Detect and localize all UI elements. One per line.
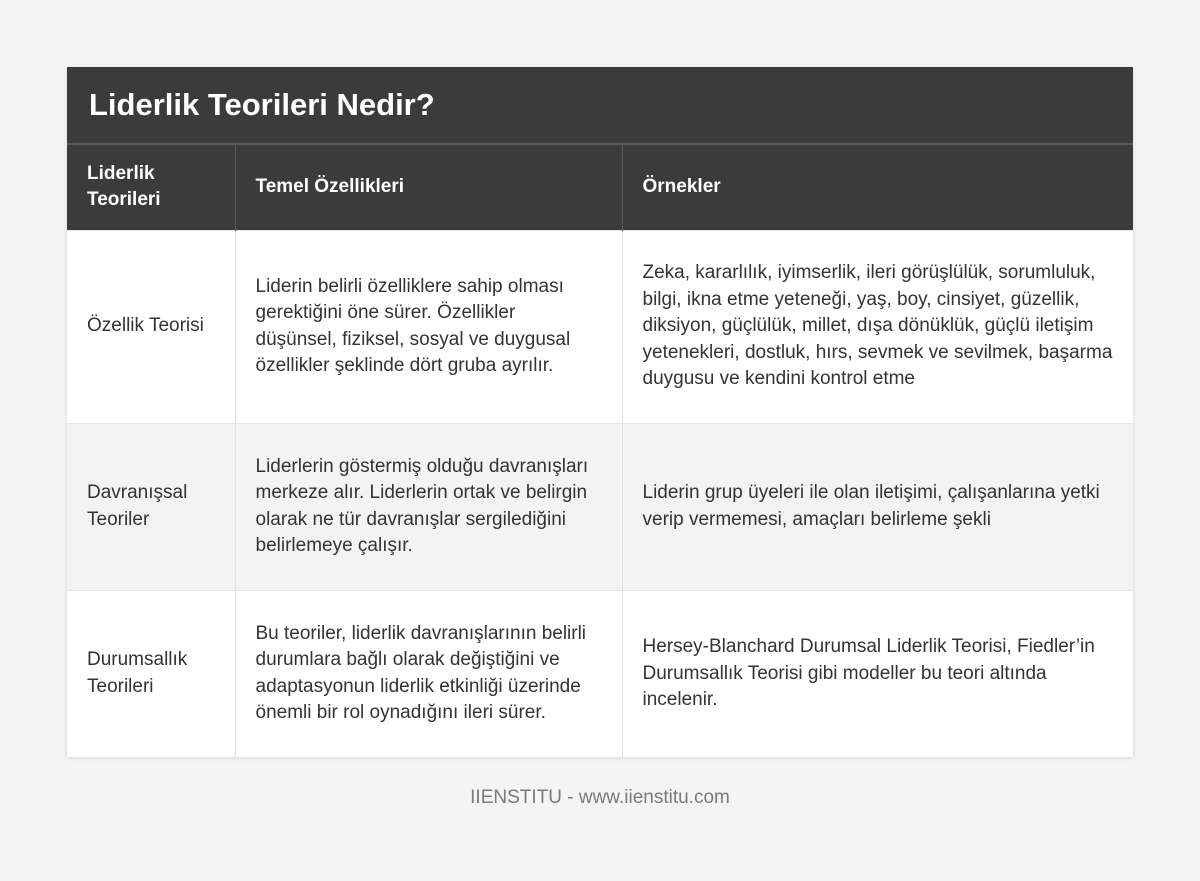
source-footer: IIENSTITU - www.iienstitu.com <box>470 787 730 808</box>
theory-name-cell: Durumsallık Teorileri <box>67 590 235 757</box>
column-header-theories: Liderlik Teorileri <box>67 144 235 230</box>
table-header-row <box>67 144 1133 230</box>
examples-cell: Zeka, kararlılık, iyimserlik, ileri görüşlülük, sorumluluk, bilgi, ikna etme yeteneği, yaş, boy, cinsiyet, güzellik, diksiyon, güçlülük, millet, dışa dönüklük, güçlü iletişim yetenekleri, dostluk, hırs, sevmek ve sevilmek, başarma duygusu ve kendini kontrol etme <box>622 230 1133 423</box>
table-row <box>67 590 1133 757</box>
table-row <box>67 230 1133 423</box>
column-header-features: Temel Özellikleri <box>235 144 622 230</box>
examples-cell: Hersey-Blanchard Durumsal Liderlik Teorisi, Fiedler’in Durumsallık Teorisi gibi modeller bu teori altında incelenir. <box>622 590 1133 757</box>
examples-cell: Liderin grup üyeleri ile olan iletişimi, çalışanlarına yetki verip vermemesi, amaçları belirleme şekli <box>622 423 1133 590</box>
leadership-theories-card <box>67 67 1133 757</box>
features-cell: Liderin belirli özelliklere sahip olması gerektiğini öne sürer. Özellikler düşünsel, fiziksel, sosyal ve duygusal özellikler şeklinde dört gruba ayrılır. <box>235 230 622 423</box>
table-row <box>67 423 1133 590</box>
features-cell: Bu teoriler, liderlik davranışlarının belirli durumlara bağlı olarak değiştiğini ve adaptasyonun liderlik etkinliği üzerinde önemli bir rol oynadığını ileri sürer. <box>235 590 622 757</box>
column-header-examples: Örnekler <box>622 144 1133 230</box>
theories-table <box>67 143 1133 757</box>
features-cell: Liderlerin göstermiş olduğu davranışları merkeze alır. Liderlerin ortak ve belirgin olarak ne tür davranışlar sergilediğini belirlemeye çalışır. <box>235 423 622 590</box>
theory-name-cell: Davranışsal Teoriler <box>67 423 235 590</box>
theory-name-cell: Özellik Teorisi <box>67 230 235 423</box>
page-title: Liderlik Teorileri Nedir? <box>67 67 1133 143</box>
